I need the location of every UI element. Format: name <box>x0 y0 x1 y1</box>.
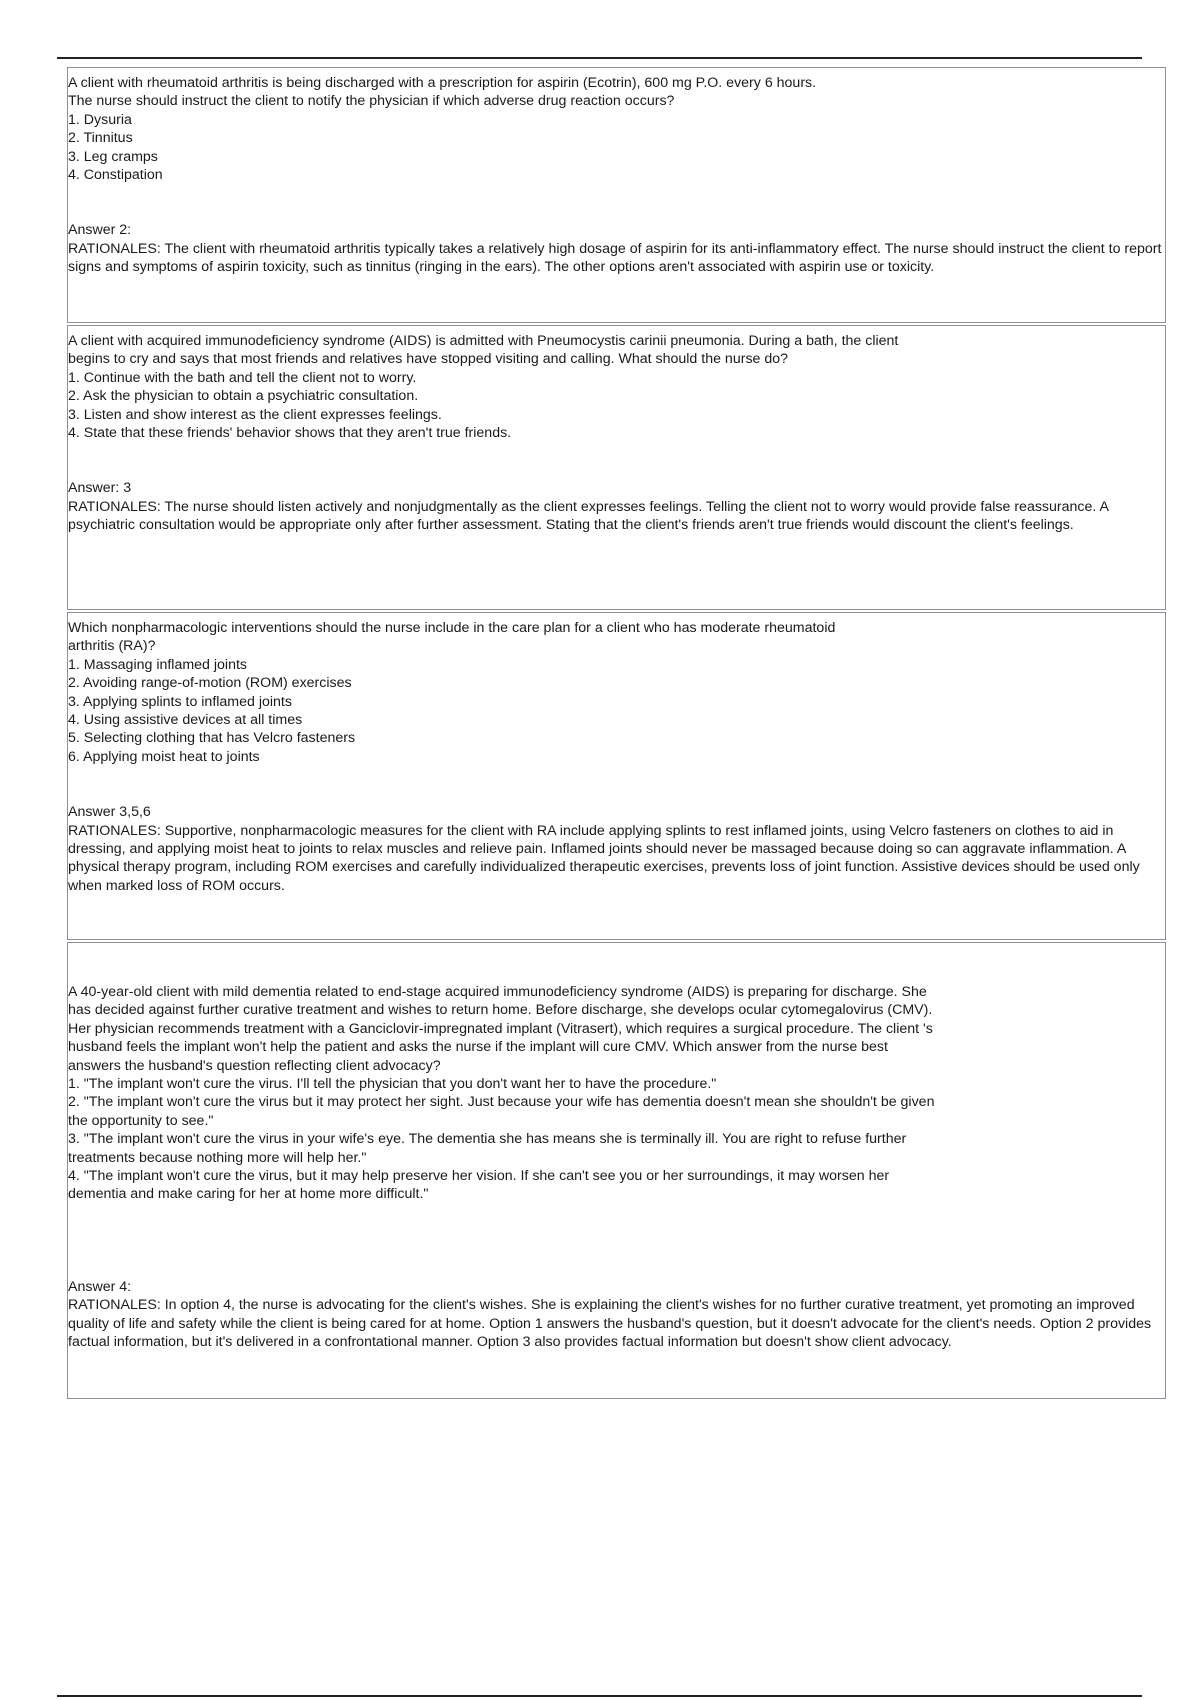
question-card-2 <box>67 325 1166 610</box>
option-item: 1. Continue with the bath and tell the client not to worry. <box>68 369 417 386</box>
answer-label: Answer 4: <box>68 1278 132 1295</box>
option-item: 5. Selecting clothing that has Velcro fasteners <box>68 730 356 747</box>
option-item: 4. State that these friends' behavior shows that they aren't true friends. <box>68 425 512 442</box>
option-item: 2. Tinnitus <box>68 130 133 147</box>
option-item: 1. Massaging inflamed joints <box>68 656 248 673</box>
rationale-text: RATIONALES: Supportive, nonpharmacologic measures for the client with RA include applying splints to rest inflamed joints, using Velcro fasteners on clothes to aid in dressing, and applying moist heat to joints to relax muscles and relieve pain. Inflamed joints should never be massaged because doing so can aggravate inflammation. A physical therapy program, including ROM exercises and carefully individualized therapeutic exercises, prevents loss of joint function. Assistive devices should be used only when marked loss of ROM occurs. <box>68 822 1140 894</box>
option-item: 3. Listen and show interest as the client expresses feelings. <box>68 406 442 423</box>
option-item: 1. Dysuria <box>68 111 132 128</box>
option-item: 4. "The implant won't cure the virus, but it may help preserve her vision. If she can't see you or her surroundings, it may worsen her dementia and make caring for her at home more difficult." <box>68 1168 890 1203</box>
question-card-3 <box>67 612 1166 940</box>
option-item: 6. Applying moist heat to joints <box>68 748 260 765</box>
question-text: A client with rheumatoid arthritis is being discharged with a prescription for aspirin (Ecotrin), 600 mg P.O. every 6 hours. <box>68 75 817 91</box>
option-item: 2. "The implant won't cure the virus but it may protect her sight. Just because your wife has dementia doesn't mean she shouldn't be given the opportunity to see." <box>68 1094 935 1129</box>
question-card-4 <box>67 942 1166 1399</box>
question-text: A 40-year-old client with mild dementia related to end-stage acquired immunodeficiency syndrome (AIDS) is preparing for discharge. She has decided against further curative treatment and wishes to return home. Before discharge, she develops ocular cytomegalovirus (CMV). Her physician recommends treatment with a Ganciclovir-impregnated implant (Vitrasert), which requires a surgical procedure. The client 's husband feels the implant won't help the patient and asks the nurse if the implant will cure CMV. Which answer from the nurse best answers the husband's question reflecting client advocacy? <box>68 984 933 1074</box>
question-text: Which nonpharmacologic interventions should the nurse include in the care plan for a client who has moderate rheumatoid arthritis (RA)? <box>68 620 836 655</box>
answer-label: Answer: 3 <box>68 480 132 497</box>
option-item: 4. Constipation <box>68 167 163 184</box>
option-item: 4. Using assistive devices at all times <box>68 712 303 729</box>
option-item: 3. Leg cramps <box>68 148 158 165</box>
rationale-text: RATIONALES: In option 4, the nurse is advocating for the client's wishes. She is explaining the client's wishes for no further curative treatment, yet promoting an improved quality of life and safety while the client is being cared for at home. Option 1 answers the husband's question, but it doesn't advocate for the client's needs. Option 2 provides factual information, but it's delivered in a confrontational manner. Option 3 also provides factual information but doesn't show client advocacy. <box>68 1297 1152 1351</box>
option-item: 1. "The implant won't cure the virus. I'll tell the physician that you don't want her to have the procedure." <box>68 1076 717 1093</box>
option-item: 2. Ask the physician to obtain a psychiatric consultation. <box>68 388 419 405</box>
question-text: The nurse should instruct the client to notify the physician if which adverse drug reaction occurs? <box>68 93 675 110</box>
option-item: 3. Applying splints to inflamed joints <box>68 693 292 710</box>
option-item: 3. "The implant won't cure the virus in your wife's eye. The dementia she has means she is terminally ill. You are right to refuse further treatments because nothing more will help her." <box>68 1131 907 1166</box>
top-rule <box>57 57 1142 59</box>
answer-label: Answer 2: <box>68 222 132 239</box>
rationale-text: RATIONALES: The client with rheumatoid arthritis typically takes a relatively high dosage of aspirin for its anti-inflammatory effect. The nurse should instruct the client to report signs and symptoms of aspirin toxicity, such as tinnitus (ringing in the ears). The other options aren't associated with aspirin use or toxicity. <box>68 240 1162 276</box>
question-text: A client with acquired immunodeficiency syndrome (AIDS) is admitted with Pneumocystis carinii pneumonia. During a bath, the client begins to cry and says that most friends and relatives have stopped visiting and calling. What should the nurse do? <box>68 333 899 368</box>
answer-label: Answer 3,5,6 <box>68 804 151 821</box>
option-item: 2. Avoiding range-of-motion (ROM) exercises <box>68 675 352 692</box>
bottom-rule <box>57 1695 1142 1697</box>
rationale-text: RATIONALES: The nurse should listen actively and nonjudgmentally as the client expresses feelings. Telling the client not to worry would provide false reassurance. A psychiatric consultation would be appropriate only after further assessment. Stating that the client's friends aren't true friends would discount the client's feelings. <box>68 498 1109 534</box>
question-card-1 <box>67 67 1166 323</box>
